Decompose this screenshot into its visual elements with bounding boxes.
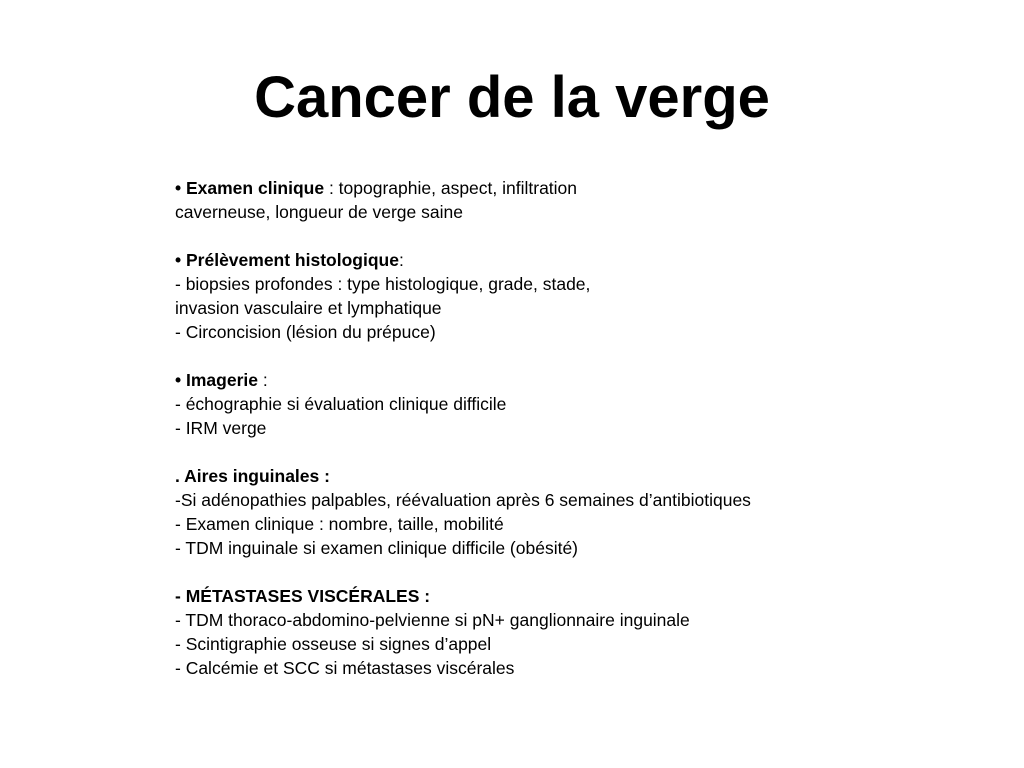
section-heading-suffix: : <box>257 370 268 390</box>
section-aires-inguinales <box>175 464 895 560</box>
section-line: -Si adénopathies palpables, réévaluation après 6 semaines d’antibiotiques <box>175 490 751 510</box>
section-heading-line <box>175 176 895 200</box>
section-line: invasion vasculaire et lymphatique <box>175 298 442 318</box>
section-heading: . Aires inguinales : <box>175 466 330 486</box>
section-heading-line <box>175 464 895 488</box>
section-heading: - MÉTASTASES VISCÉRALES : <box>175 586 431 606</box>
section-line: - Calcémie et SCC si métastases viscérales <box>175 658 515 678</box>
section-heading-suffix: : <box>398 250 404 270</box>
slide-title: Cancer de la verge <box>254 65 770 130</box>
section-heading: • Examen clinique <box>175 178 325 198</box>
section-line: - TDM thoraco-abdomino-pelvienne si pN+ ganglionnaire inguinale <box>175 610 690 630</box>
slide-body <box>175 176 895 704</box>
section-line: - échographie si évaluation clinique difficile <box>175 394 507 414</box>
section-heading: • Imagerie <box>175 370 258 390</box>
section-line: - biopsies profondes : type histologique, grade, stade, <box>175 274 591 294</box>
section-examen-clinique <box>175 176 895 224</box>
section-line: - TDM inguinale si examen clinique difficile (obésité) <box>175 538 579 558</box>
section-line: - IRM verge <box>175 418 267 438</box>
section-heading-suffix: : topographie, aspect, infiltration <box>324 178 578 198</box>
section-line: - Circoncision (lésion du prépuce) <box>175 322 436 342</box>
section-line: - Examen clinique : nombre, taille, mobilité <box>175 514 504 534</box>
section-line: - Scintigraphie osseuse si signes d’appel <box>175 634 492 654</box>
section-prelevement-histologique <box>175 248 895 344</box>
section-heading-line <box>175 368 895 392</box>
section-line: caverneuse, longueur de verge saine <box>175 202 463 222</box>
section-heading-line <box>175 248 895 272</box>
section-heading-line <box>175 584 895 608</box>
section-imagerie <box>175 368 895 440</box>
section-metastases-viscerales <box>175 584 895 680</box>
section-heading: • Prélèvement histologique <box>175 250 399 270</box>
